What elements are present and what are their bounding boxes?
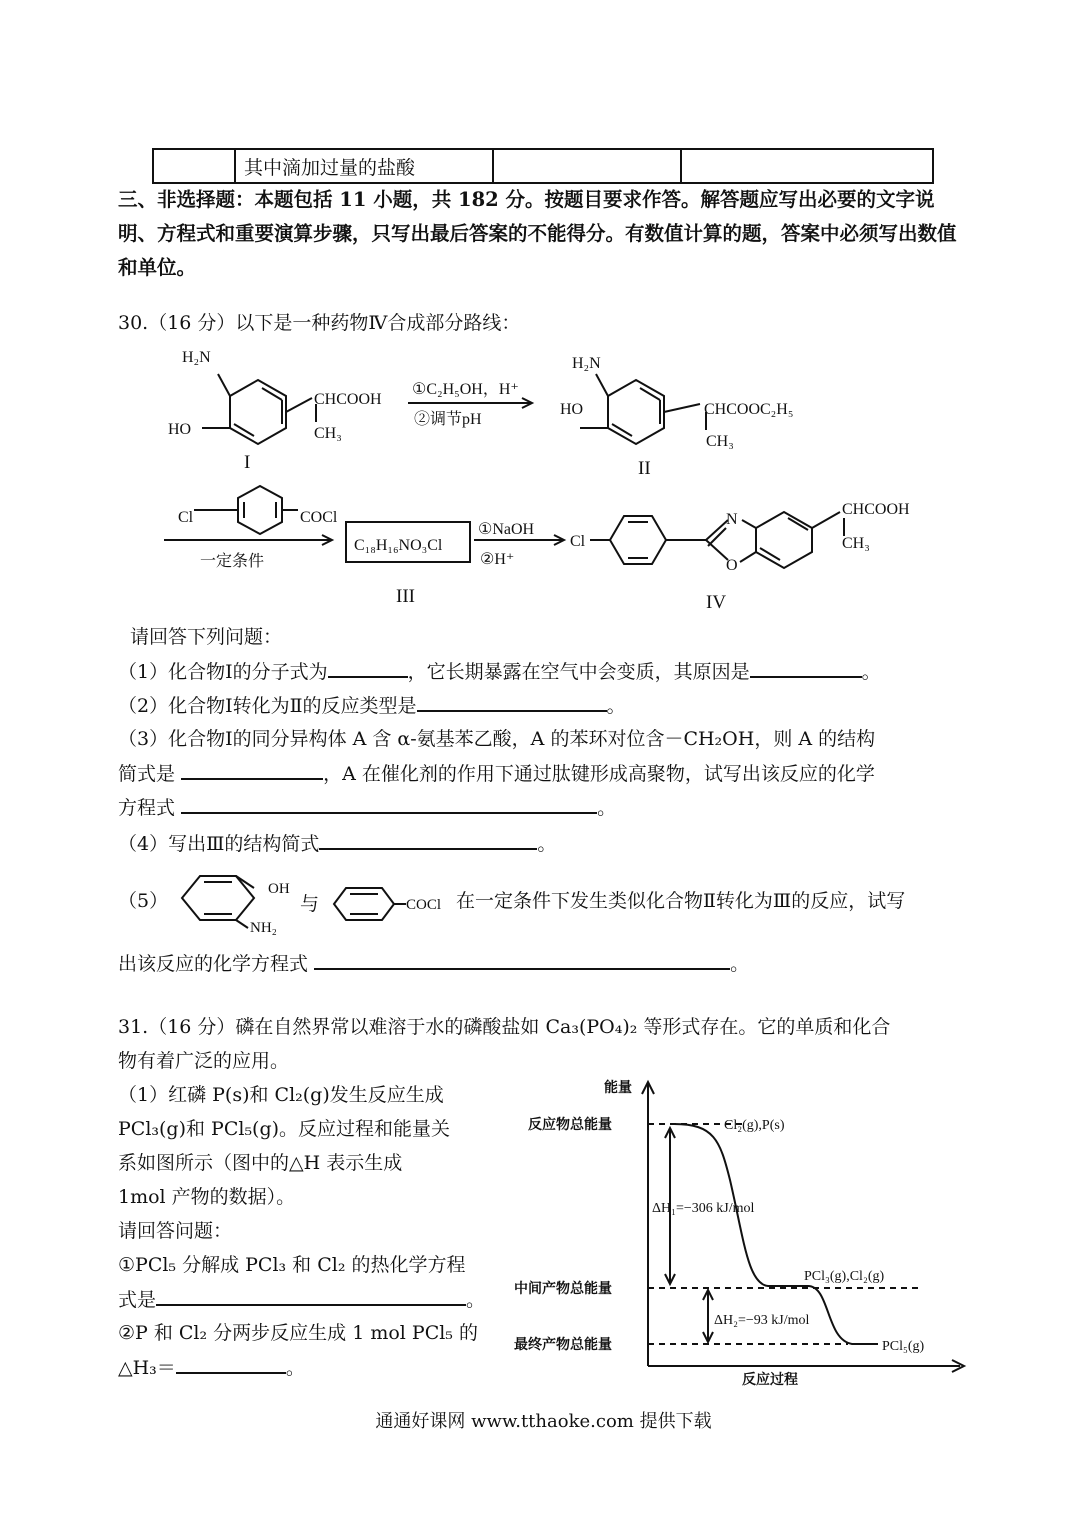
answer-blank[interactable]	[417, 688, 607, 712]
text: 方程式	[118, 797, 176, 819]
q31-text: （1）红磷 P(s)和 Cl₂(g)发生反应生成	[118, 1084, 444, 1106]
level-label: 最终产物总能量	[514, 1338, 612, 1353]
chem-label: COCl	[300, 509, 338, 526]
answer-blank[interactable]	[156, 1282, 466, 1306]
q31-stem-line2: 物有着广泛的应用。	[118, 1050, 290, 1072]
benzene-ring-icon	[756, 512, 812, 568]
chem-label: O	[726, 557, 738, 574]
chem-label: H₂N	[572, 355, 601, 372]
level-label: 反应物总能量	[528, 1118, 612, 1133]
q30-part3-line3	[118, 790, 616, 825]
text: 与	[300, 894, 320, 915]
text: ，它长期暴露在空气中会变质，其原因是	[407, 661, 750, 683]
q30-part3-line2	[118, 756, 875, 791]
compound-label: IV	[706, 592, 727, 613]
annotation: PCl₃(g),Cl₂(g)	[804, 1269, 885, 1284]
answer-table	[152, 148, 934, 184]
table-cell	[153, 149, 235, 183]
reagent-label: ②调节pH	[414, 411, 482, 428]
q31-text: ①PCl₅ 分解成 PCl₃ 和 Cl₂ 的热化学方程	[118, 1254, 466, 1276]
compound-label: III	[396, 586, 415, 607]
annotation: ΔH₂=−93 kJ/mol	[714, 1313, 810, 1328]
q30-synthesis-scheme	[150, 340, 950, 620]
answer-blank[interactable]	[319, 826, 537, 850]
q30-stem: 30.（16 分）以下是一种药物Ⅳ合成部分路线：	[118, 312, 521, 334]
chem-label: NH₂	[250, 920, 277, 936]
annotation: PCl₅(g)	[882, 1339, 925, 1354]
text: 。	[606, 695, 626, 717]
chem-label: CHCOOC₂H₅	[704, 401, 794, 418]
footer-source: 通通好课网 www.tthaoke.com 提供下载	[375, 1411, 712, 1432]
q31-text: 请回答问题：	[118, 1220, 233, 1242]
chem-label: Cl	[178, 509, 194, 526]
chem-label: CHCOOH	[842, 501, 910, 518]
text: 出该反应的化学方程式	[118, 953, 309, 975]
chem-label: N	[726, 511, 738, 528]
table-cell: 其中滴加过量的盐酸	[235, 149, 493, 183]
text: 。	[285, 1357, 305, 1379]
axis-label-x: 反应过程	[742, 1373, 798, 1388]
section-3-instructions: 三、非选择题：本题包括 11 小题，共 182 分。按题目要求作答。解答题应写出必要的文字说明、方程式和重要演算步骤，只写出最后答案的不能得分。有数值计算的题，答案中必须写出数值和单位。	[118, 188, 957, 279]
q31-text: 系如图所示（图中的△H 表示生成	[118, 1152, 403, 1174]
compound-label: II	[638, 458, 651, 479]
energy-curve	[674, 1124, 878, 1344]
reagent-label: ②H⁺	[480, 551, 515, 568]
benzene-ring-icon	[610, 516, 666, 564]
q30-part5-structures	[170, 862, 460, 942]
answer-blank[interactable]	[314, 946, 730, 970]
q30-part5-label: （5）	[118, 890, 169, 912]
formula-box-text: C₁₈H₁₆NO₃Cl	[354, 537, 443, 554]
text: △H₃＝	[118, 1357, 176, 1379]
reagent-label: ①NaOH	[478, 521, 535, 538]
condition-label: 一定条件	[200, 553, 265, 570]
text: 式是	[118, 1289, 157, 1311]
text: 。	[466, 1289, 486, 1311]
chem-label: CHCOOH	[314, 391, 382, 408]
q31-text: PCl₃(g)和 PCl₅(g)。反应过程和能量关	[118, 1118, 451, 1140]
benzene-ring-icon	[334, 888, 394, 920]
q30-part5-line2	[118, 946, 749, 981]
table-cell	[493, 149, 681, 183]
answer-blank[interactable]	[750, 654, 862, 678]
chem-label: HO	[560, 401, 584, 418]
q30-part2	[118, 688, 626, 723]
chem-label: H₂N	[182, 349, 211, 366]
q31-part1-eq	[118, 1282, 485, 1317]
level-label: 中间产物总能量	[514, 1282, 612, 1297]
annotation: Cl₂(g),P(s)	[724, 1118, 785, 1133]
table-cell	[681, 149, 933, 183]
chem-label: OH	[268, 881, 290, 897]
text: ，A 在催化剂的作用下通过肽键形成高聚物，试写出该反应的化学	[323, 763, 875, 785]
compound-label: I	[244, 452, 251, 473]
axis-label-y: 能量	[604, 1081, 632, 1096]
text: （4）写出Ⅲ的结构简式	[118, 833, 320, 855]
q30-prompt: 请回答下列问题：	[130, 626, 283, 648]
text: （1）化合物Ⅰ的分子式为	[118, 661, 328, 683]
text: （2）化合物Ⅰ转化为Ⅱ的反应类型是	[118, 695, 417, 717]
q31-part2-eq	[118, 1350, 305, 1385]
annotation: ΔH₁=−306 kJ/mol	[652, 1201, 755, 1216]
q31-text: 1mol 产物的数据）。	[118, 1186, 296, 1208]
text: 。	[861, 661, 881, 683]
q31-stem-line1: 31.（16 分）磷在自然界常以难溶于水的磷酸盐如 Ca₃(PO₄)₂ 等形式存在。它的单质和化合	[118, 1016, 891, 1038]
text: 。	[730, 953, 750, 975]
q30-part1	[118, 654, 881, 689]
text: 。	[537, 833, 557, 855]
q30-part5-text: 在一定条件下发生类似化合物Ⅱ转化为Ⅲ的反应，试写	[456, 890, 906, 912]
chem-label: COCl	[406, 897, 442, 913]
text: 。	[597, 797, 617, 819]
text: 简式是	[118, 763, 176, 785]
table-row	[153, 149, 933, 183]
chem-label: HO	[168, 421, 192, 438]
chem-label: CH₃	[842, 535, 870, 552]
answer-blank[interactable]	[181, 756, 323, 780]
energy-diagram	[508, 1070, 978, 1400]
benzene-ring-icon	[608, 380, 664, 444]
chem-label: CH₃	[706, 433, 734, 450]
benzene-ring-icon	[230, 380, 286, 444]
answer-blank[interactable]	[176, 1350, 286, 1374]
answer-blank[interactable]	[328, 654, 408, 678]
q30-part4	[118, 826, 556, 861]
chem-label: Cl	[570, 533, 586, 550]
q31-text: ②P 和 Cl₂ 分两步反应生成 1 mol PCl₅ 的	[118, 1322, 478, 1344]
chem-label: CH₃	[314, 425, 342, 442]
answer-blank[interactable]	[181, 790, 597, 814]
q30-part3-line1: （3）化合物Ⅰ的同分异构体 A 含 α-氨基苯乙酸，A 的苯环对位含－CH₂OH，则 A 的结构	[118, 728, 876, 750]
reagent-label: ①C₂H₅OH，H⁺	[412, 381, 519, 398]
